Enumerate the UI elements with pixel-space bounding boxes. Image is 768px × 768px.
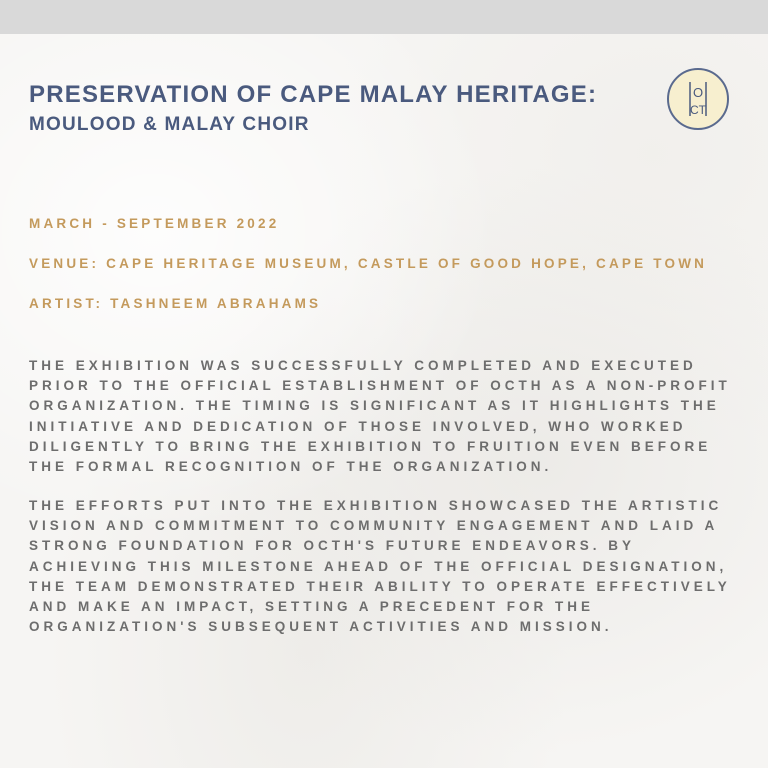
exhibition-venue: VENUE: CAPE HERITAGE MUSEUM, CASTLE OF GOOD HOPE, CAPE TOWN [29, 256, 708, 271]
exhibition-dates: MARCH - SEPTEMBER 2022 [29, 216, 280, 231]
logo-text-top: O [692, 85, 704, 100]
body-paragraph-1: THE EXHIBITION WAS SUCCESSFULLY COMPLETED AND EXECUTED PRIOR TO THE OFFICIAL ESTABLISHMENT OF OCTH AS A NON-PROFIT ORGANIZATION. THE TIMING IS SIGNIFICANT AS IT HIGHLIGHTS THE INITIATIVE AND DEDICATION OF THOSE INVOLVED, WHO WORKED DILIGENTLY TO BRING THE EXHIBITION TO FRUITION EVEN BEFORE THE FORMAL RECOGNITION OF THE ORGANIZATION. [29, 358, 731, 475]
top-bar [0, 0, 768, 34]
page-subtitle: MOULOOD & MALAY CHOIR [29, 114, 310, 135]
exhibition-artist: ARTIST: TASHNEEM ABRAHAMS [29, 296, 322, 311]
page-title: PRESERVATION OF CAPE MALAY HERITAGE: [29, 81, 598, 108]
logo-text-bottom: CT [690, 103, 706, 117]
logo-mark [669, 70, 727, 128]
octh-logo [667, 68, 729, 130]
page-header [29, 80, 649, 138]
body-paragraph-2: THE EFFORTS PUT INTO THE EXHIBITION SHOWCASED THE ARTISTIC VISION AND COMMITMENT TO COMMUNITY ENGAGEMENT AND LAID A STRONG FOUNDATION FOR OCTH'S FUTURE ENDEAVORS. BY ACHIEVING THIS MILESTONE AHEAD OF THE OFFICIAL DESIGNATION, THE TEAM DEMONSTRATED THEIR ABILITY TO OPERATE EFFECTIVELY AND MAKE AN IMPACT, SETTING A PRECEDENT FOR THE ORGANIZATION'S SUBSEQUENT ACTIVITIES AND MISSION. [29, 498, 731, 635]
